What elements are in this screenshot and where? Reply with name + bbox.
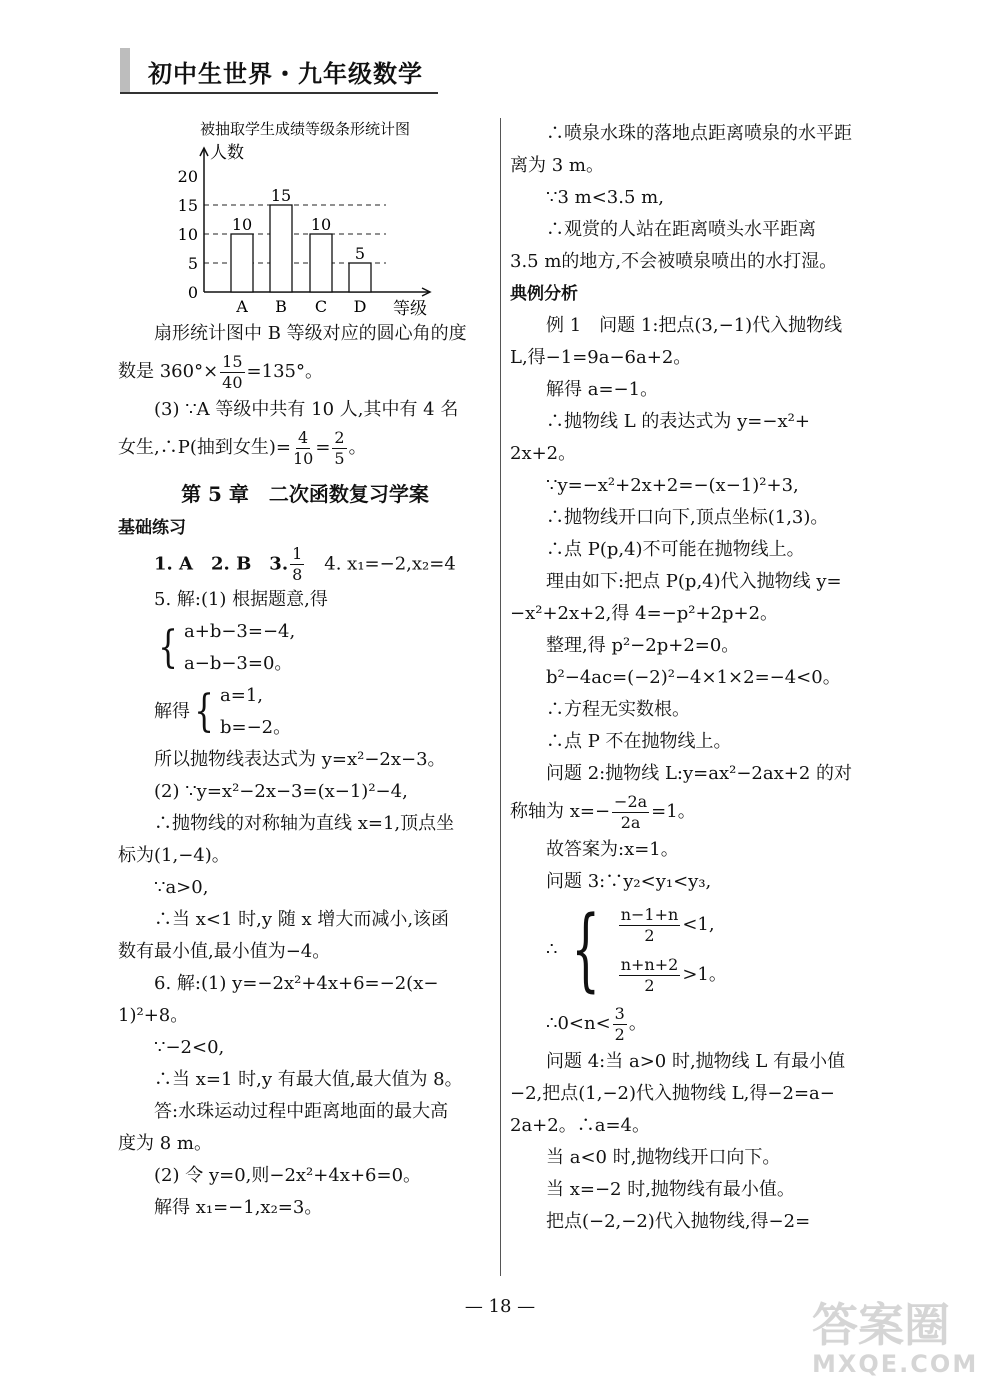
- text-line: ∴当 x<1 时,y 随 x 增大而减小,该函: [154, 909, 450, 930]
- text-line: 标为(1,−4)。: [118, 845, 230, 866]
- text-line: 答:水珠运动过程中距离地面的最大高: [154, 1101, 449, 1122]
- text-span: =135°。: [246, 361, 323, 382]
- text-line: 当 a<0 时,抛物线开口向下。: [546, 1147, 781, 1168]
- bar: [231, 234, 253, 292]
- y-tick-label: 20: [177, 167, 198, 186]
- text-line: 扇形统计图中 B 等级对应的圆心角的度: [154, 323, 467, 344]
- text-line: (2) 令 y=0,则−2x²+4x+6=0。: [154, 1165, 422, 1186]
- fraction-numerator: 4: [298, 427, 309, 447]
- header-accent-bar: [120, 48, 130, 92]
- bar-value-label: 10: [310, 215, 332, 234]
- text-line: 问题 2:抛物线 L:y=ax²−2ax+2 的对: [546, 763, 852, 784]
- fraction-denominator: 2: [614, 1024, 625, 1044]
- text-span: ∴0<n<: [546, 1013, 611, 1034]
- text-line: 2a+2。∴a=4。: [510, 1115, 650, 1136]
- text-line: ∴点 P 不在抛物线上。: [546, 731, 732, 752]
- fraction: [293, 428, 313, 469]
- fraction-denominator: 2: [644, 925, 655, 945]
- text-line: ∴喷泉水珠的落地点距离喷泉的水平距: [546, 123, 852, 144]
- text-line: 把点(−2,−2)代入抛物线,得−2=: [546, 1211, 811, 1232]
- page-number: — 18 —: [464, 1296, 536, 1317]
- watermark-text: 答案圈: [812, 1298, 950, 1352]
- equation: a=1,: [220, 685, 263, 706]
- inequality-lines: [617, 900, 727, 1000]
- text-line: b²−4ac=(−2)²−4×1×2=−4<0。: [546, 667, 841, 688]
- fraction: [619, 955, 681, 996]
- text-line: 整理,得 p²−2p+2=0。: [546, 635, 740, 656]
- bar-chart: [118, 118, 492, 318]
- text-line: [118, 350, 492, 394]
- chapter-heading: 第 5 章 二次函数复习学案: [181, 482, 429, 506]
- inequality: [617, 900, 727, 950]
- y-axis-label: 人数: [210, 143, 244, 163]
- text-line: (3) ∵A 等级中共有 10 人,其中有 4 名: [154, 399, 459, 420]
- equation-lines: [220, 680, 291, 744]
- text-line: 2x+2。: [510, 443, 577, 464]
- text-span: =: [315, 437, 331, 458]
- text-span: 。: [628, 1013, 647, 1034]
- text-line: ∴观赏的人站在距离喷头水平距离: [546, 219, 816, 240]
- text-line: (2) ∵y=x²−2x−3=(x−1)²−4,: [154, 781, 408, 802]
- equation: b=−2。: [220, 717, 292, 738]
- text-line: 问题 3:∵y₂<y₁<y₃,: [546, 871, 712, 892]
- text-line: ∴抛物线开口向下,顶点坐标(1,3)。: [546, 507, 829, 528]
- fraction: [220, 352, 244, 393]
- fraction-denominator: 2: [644, 975, 655, 995]
- text-line: ∵y=−x²+2x+2=−(x−1)²+3,: [546, 475, 799, 496]
- text-line: [510, 790, 884, 834]
- therefore-symbol: ∴: [546, 939, 558, 960]
- bar: [349, 263, 371, 292]
- watermark-url: MXQE.COM: [812, 1350, 979, 1378]
- text-line: 当 x=−2 时,抛物线有最小值。: [546, 1179, 795, 1200]
- text-line: 解得 a=−1。: [546, 379, 659, 400]
- y-tick-label: 5: [187, 254, 198, 273]
- fraction-denominator: 2a: [620, 812, 641, 832]
- y-tick-label: 0: [187, 283, 198, 302]
- inequality-system: [510, 898, 884, 1002]
- column-divider: [500, 118, 501, 1276]
- fraction-numerator: −2a: [614, 791, 648, 811]
- text-line: 1)²+8。: [118, 1005, 189, 1026]
- equation: a−b−3=0。: [184, 653, 293, 674]
- text-span: <1,: [682, 914, 715, 935]
- x-tick-label: A: [236, 297, 248, 316]
- text-line: 数有最小值,最小值为−4。: [118, 941, 331, 962]
- text-line: ∴抛物线的对称轴为直线 x=1,顶点坐: [154, 813, 455, 834]
- equation-system: [118, 616, 492, 680]
- fraction-denominator: 5: [334, 448, 345, 468]
- equation: a+b−3=−4,: [184, 621, 296, 642]
- fraction-numerator: 1: [292, 544, 303, 563]
- fraction-numerator: 15: [222, 351, 243, 371]
- text-line: ∵a>0,: [154, 877, 209, 898]
- fraction-denominator: 8: [292, 565, 303, 584]
- section-heading: 基础练习: [118, 518, 186, 538]
- section-heading: 典例分析: [510, 284, 578, 304]
- bar-value-label: 5: [354, 244, 366, 263]
- x-axis-label: 等级: [393, 299, 427, 318]
- x-tick-label: B: [275, 297, 287, 316]
- brace-symbol: {: [194, 686, 214, 737]
- bar-value-label: 15: [270, 186, 292, 205]
- fraction-denominator: 40: [222, 372, 243, 392]
- text-line: 理由如下:把点 P(p,4)代入抛物线 y=: [546, 571, 842, 592]
- text-line: −x²+2x+2,得 4=−p²+2p+2。: [510, 603, 779, 624]
- header-rule: [120, 92, 438, 94]
- text-line: 度为 8 m。: [118, 1133, 212, 1154]
- book-title: 初中生世界・九年级数学: [148, 59, 423, 88]
- text-line: ∴方程无实数根。: [546, 699, 690, 720]
- text-line: 故答案为:x=1。: [546, 839, 679, 860]
- text-line: ∴抛物线 L 的表达式为 y=−x²+: [546, 411, 810, 432]
- inequality: [617, 950, 727, 1000]
- fraction: [290, 544, 304, 585]
- y-tick-label: 15: [177, 196, 198, 215]
- x-tick-label: C: [314, 297, 328, 316]
- bar: [270, 205, 292, 292]
- left-column: [118, 118, 492, 1224]
- fraction-numerator: 2: [334, 427, 345, 447]
- bar: [310, 234, 332, 292]
- answer-line: [118, 544, 492, 584]
- fraction: [613, 1004, 627, 1045]
- equation-lines: [184, 616, 295, 680]
- text-span: 。: [348, 437, 367, 458]
- text-line: 解得 x₁=−1,x₂=3。: [154, 1197, 323, 1218]
- text-span: 女生,∴P(抽到女生)=: [118, 437, 291, 458]
- text-line: 离为 3 m。: [510, 155, 604, 176]
- solved-label: 解得: [154, 701, 190, 722]
- x-tick-label: D: [353, 297, 367, 316]
- text-line: 5. 解:(1) 根据题意,得: [154, 589, 328, 610]
- brace-symbol: {: [571, 897, 601, 1002]
- text-line: 所以抛物线表达式为 y=x²−2x−3。: [154, 749, 446, 770]
- y-tick-label: 10: [177, 225, 198, 244]
- fraction-numerator: n+n+2: [620, 954, 679, 974]
- text-span: 数是 360°×: [118, 361, 219, 382]
- text-line: −2,把点(1,−2)代入抛物线 L,得−2=a−: [510, 1083, 835, 1104]
- text-line: 3.5 m的地方,不会被喷泉喷出的水打湿。: [510, 251, 838, 272]
- fraction: [619, 905, 681, 946]
- fraction: [612, 792, 649, 833]
- text-span: 4. x₁=−2,x₂=4: [306, 553, 456, 575]
- text-span: =1。: [651, 801, 696, 822]
- text-line: ∵3 m<3.5 m,: [546, 187, 664, 208]
- fraction-numerator: n−1+n: [620, 904, 679, 924]
- text-line: [118, 426, 492, 470]
- text-line: 问题 4:当 a>0 时,抛物线 L 有最小值: [546, 1051, 846, 1072]
- text-span: >1。: [682, 964, 727, 985]
- text-line: 例 1 问题 1:把点(3,−1)代入抛物线: [546, 315, 843, 336]
- equation-system: [118, 680, 492, 744]
- text-line: ∴点 P(p,4)不可能在抛物线上。: [546, 539, 805, 560]
- watermark-logo: [812, 1300, 992, 1386]
- text-span: 称轴为 x=−: [510, 801, 611, 822]
- bar-value-label: 10: [231, 215, 253, 234]
- right-column: [510, 118, 884, 1238]
- text-line: 6. 解:(1) y=−2x²+4x+6=−2(x−: [154, 973, 439, 994]
- text-line: [510, 1002, 884, 1046]
- text-line: ∴当 x=1 时,y 有最大值,最大值为 8。: [154, 1069, 463, 1090]
- fraction-denominator: 10: [292, 448, 314, 468]
- fraction-numerator: 3: [614, 1003, 625, 1023]
- chart-title: 被抽取学生成绩等级条形统计图: [199, 120, 411, 138]
- text-line: L,得−1=9a−6a+2。: [510, 347, 692, 368]
- fraction: [332, 428, 346, 469]
- brace-symbol: {: [158, 622, 178, 673]
- bar-chart-svg: [118, 118, 492, 318]
- text-span: 1. A 2. B 3.: [154, 553, 289, 575]
- text-line: ∵−2<0,: [154, 1037, 225, 1058]
